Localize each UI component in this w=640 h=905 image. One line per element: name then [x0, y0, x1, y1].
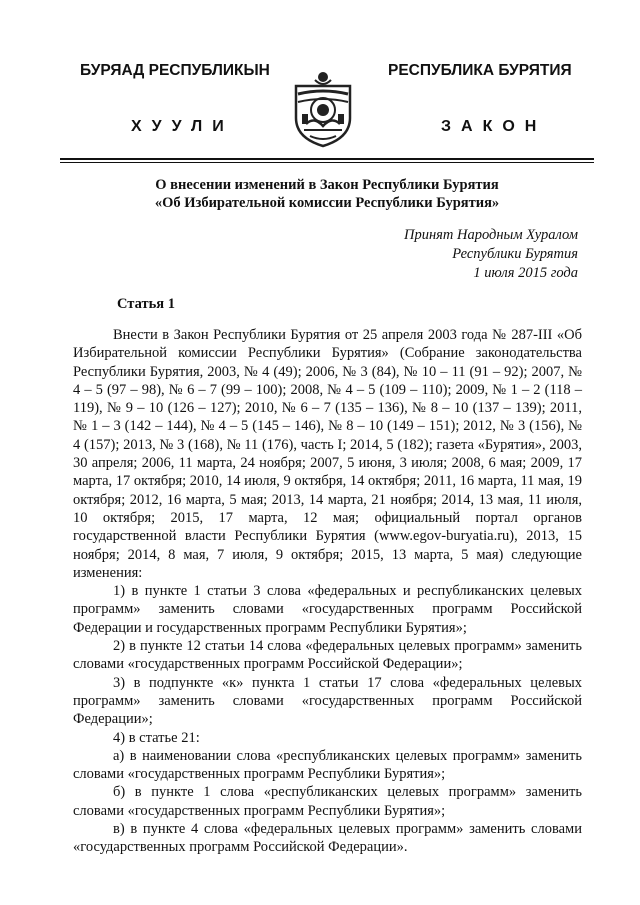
article-item: а) в наименовании слова «республиканских целевых программ» заменить словами «государственных программ Республики Бурятия»;	[73, 747, 582, 783]
article-item: 2) в пункте 12 статьи 14 слова «федеральных целевых программ» заменить словами «государственных программ Российской Федерации»;	[73, 638, 582, 673]
adoption-note-line-3: 1 июля 2015 года	[473, 265, 578, 281]
article-item: 3) в подпункте «к» пункта 1 статьи 17 слова «федеральных целевых программ» заменить словами «государственных программ Российской Федерации»;	[73, 674, 582, 728]
article-item: 1) в пункте 1 статьи 3 слова «федеральных и республиканских целевых программ» заменить словами «государственных программ Российской Федерации и государственных программ Республики Бурятия»;	[73, 583, 582, 636]
article-item: б) в пункте 1 слова «республиканских целевых программ» заменить словами «государственных программ Республики Бурятия»;	[73, 784, 582, 819]
header-left-name: БУРЯАД РЕСПУБЛИКЫН	[80, 62, 270, 79]
article-item: 4) в статье 21:	[113, 729, 200, 746]
adoption-note	[404, 226, 578, 283]
law-title-line-2: «Об Избирательной комиссии Республики Бурятия»	[154, 195, 500, 211]
adoption-note-line-2: Республики Бурятия	[452, 246, 578, 262]
article-item: в) в пункте 4 слова «федеральных целевых программ» заменить словами «государственных программ Российской Федерации».	[73, 821, 582, 856]
adoption-note-line-1: Принят Народным Хуралом	[403, 227, 578, 243]
header-divider-thick	[60, 158, 594, 160]
article-body	[73, 326, 582, 857]
header-left-word: ХУУЛИ	[131, 118, 234, 135]
law-title	[60, 176, 594, 212]
header-right-name: РЕСПУБЛИКА БУРЯТИЯ	[388, 62, 572, 79]
article-heading: Статья 1	[117, 296, 175, 312]
header-divider-thin	[60, 162, 594, 163]
article-intro-paragraph: Внести в Закон Республики Бурятия от 25 апреля 2003 года № 287-III «Об Избирательной комиссии Республики Бурятия» (Собрание законодательства Республики Бурятия, 2003, № 4 (49); 2006, № 3 (84), № 10 – 11 (91 – 92); 2007, № 4 – 5 (97 – 98), № 6 – 7 (99 – 100); 2008, № 4 – 5 (109 – 110); 2009, № 1 – 2 (118 – 119), № 9 – 10 (126 – 127); 2010, № 6 – 7 (135 – 136), № 8 – 10 (137 – 139); 2011, № 1 – 3 (142 – 144), № 4 – 5 (145 – 146), № 8 – 10 (149 – 151); 2012, № 3 (156), № 4 (157); 2013, № 3 (168), № 11 (176), часть I; 2014, 5 (182); газета «Бурятия», 2003, 30 апреля; 2006, 11 марта, 24 ноября; 2007, 5 июня, 3 июля; 2008, 6 мая; 2009, 17 марта, 17 октября; 2010, 14 июля, 9 октября, 14 октября; 2011, 16 марта, 11 мая, 19 октября; 2012, 16 марта, 5 мая; 2013, 14 марта, 21 ноября; 2014, 13 мая, 11 июля, 10 октября; 2015, 17 марта, 12 мая; официальный портал органов государственной власти Республики Бурятия (www.egov-buryatia.ru), 2013, 15 ноября; 2014, 8 мая, 7 июля, 9 октября; 2015, 13 марта, 5 мая) следующие изменения:	[73, 327, 582, 581]
header-right-word: ЗАКОН	[441, 118, 547, 135]
coat-of-arms-icon	[288, 68, 358, 148]
law-title-line-1: О внесении изменений в Закон Республики Бурятия	[155, 177, 499, 193]
